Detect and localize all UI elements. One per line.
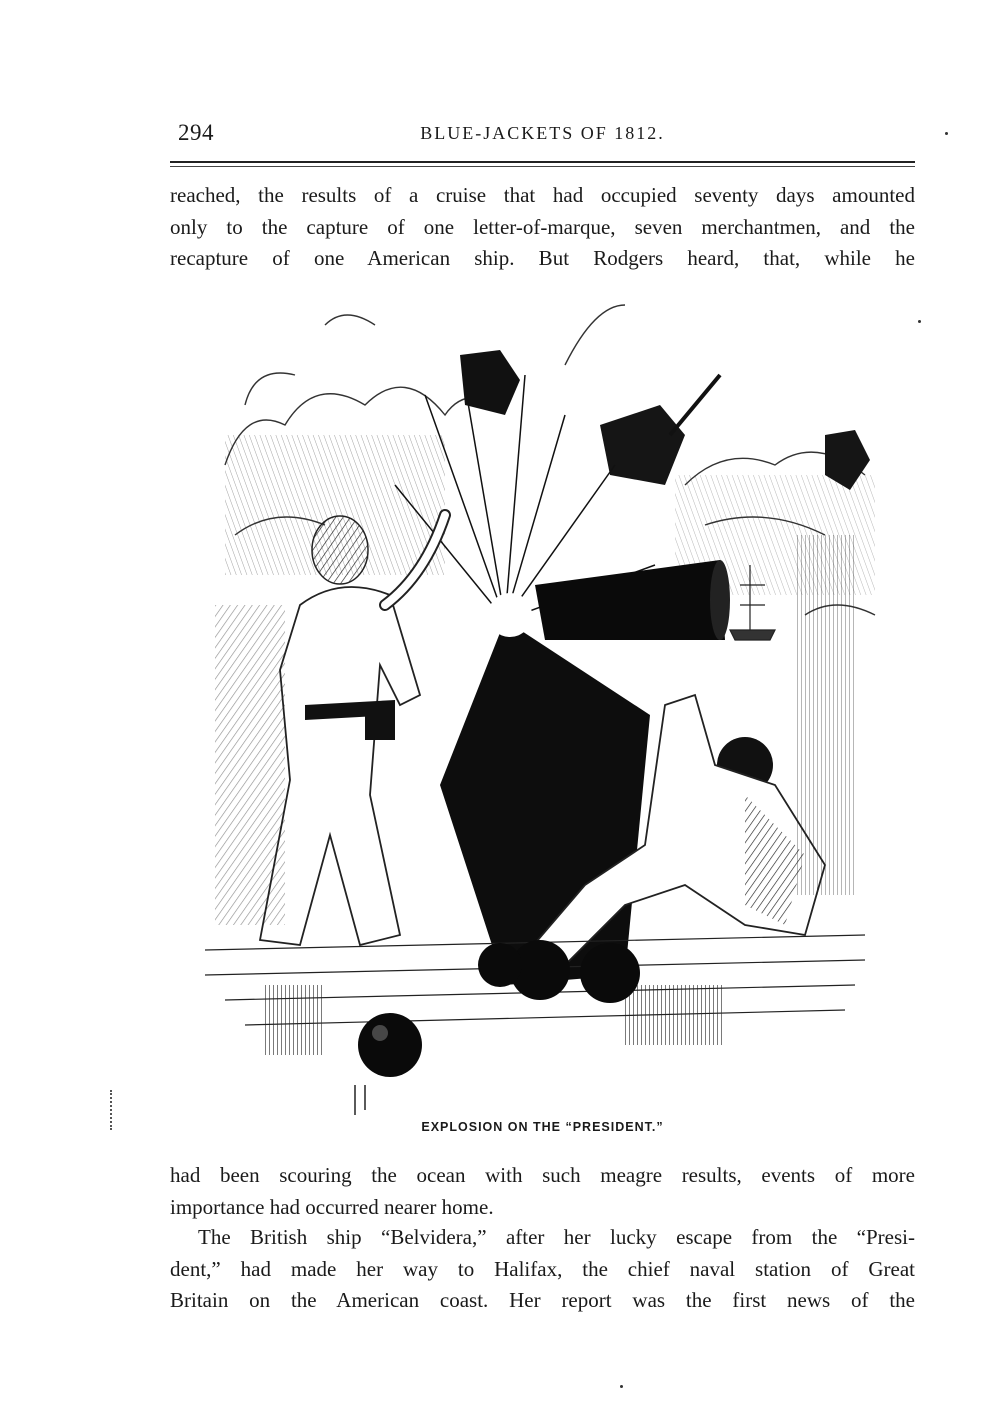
running-head: BLUE-JACKETS OF 1812. [420,123,665,143]
ink-speck [918,320,921,323]
bottom-paragraph-1 [170,1160,915,1223]
bottom-paragraph-2 [170,1222,915,1317]
illustration-explosion [205,285,895,1115]
cannon-barrel [535,560,725,640]
debris-piece [600,405,685,485]
page-number: 294 [178,120,214,145]
margin-mark [110,1090,114,1130]
text-line: dent,” had made her way to Halifax, the chief naval station of Great [170,1256,915,1281]
ink-speck [620,1385,623,1388]
top-paragraph [170,180,915,275]
illustration-art [205,285,895,1115]
text-line: reached, the results of a cruise that had occupied seventy days amounted [170,183,915,207]
ink-speck [945,132,948,135]
blast-shadow [440,620,650,985]
header-rule [170,161,915,163]
text-line: only to the capture of one letter-of-marque, seven merchantmen, and the [170,214,915,239]
text-line: Britain on the American coast. Her report was the first news of the [170,1288,915,1312]
text-line: importance had occurred nearer home. [170,1194,494,1219]
text-line: The British ship “Belvidera,” after her lucky escape from the “Presi- [198,1225,915,1249]
page-header [170,120,915,150]
figure-caption: EXPLOSION ON THE “PRESIDENT.” [421,1120,664,1134]
text-line: had been scouring the ocean with such meagre results, events of more [170,1163,915,1187]
sailor-standing [260,515,445,945]
text-line: recapture of one American ship. But Rodgers heard, that, while he [170,246,915,270]
cannonballs [358,940,640,1077]
header-rule-thin [170,166,915,167]
